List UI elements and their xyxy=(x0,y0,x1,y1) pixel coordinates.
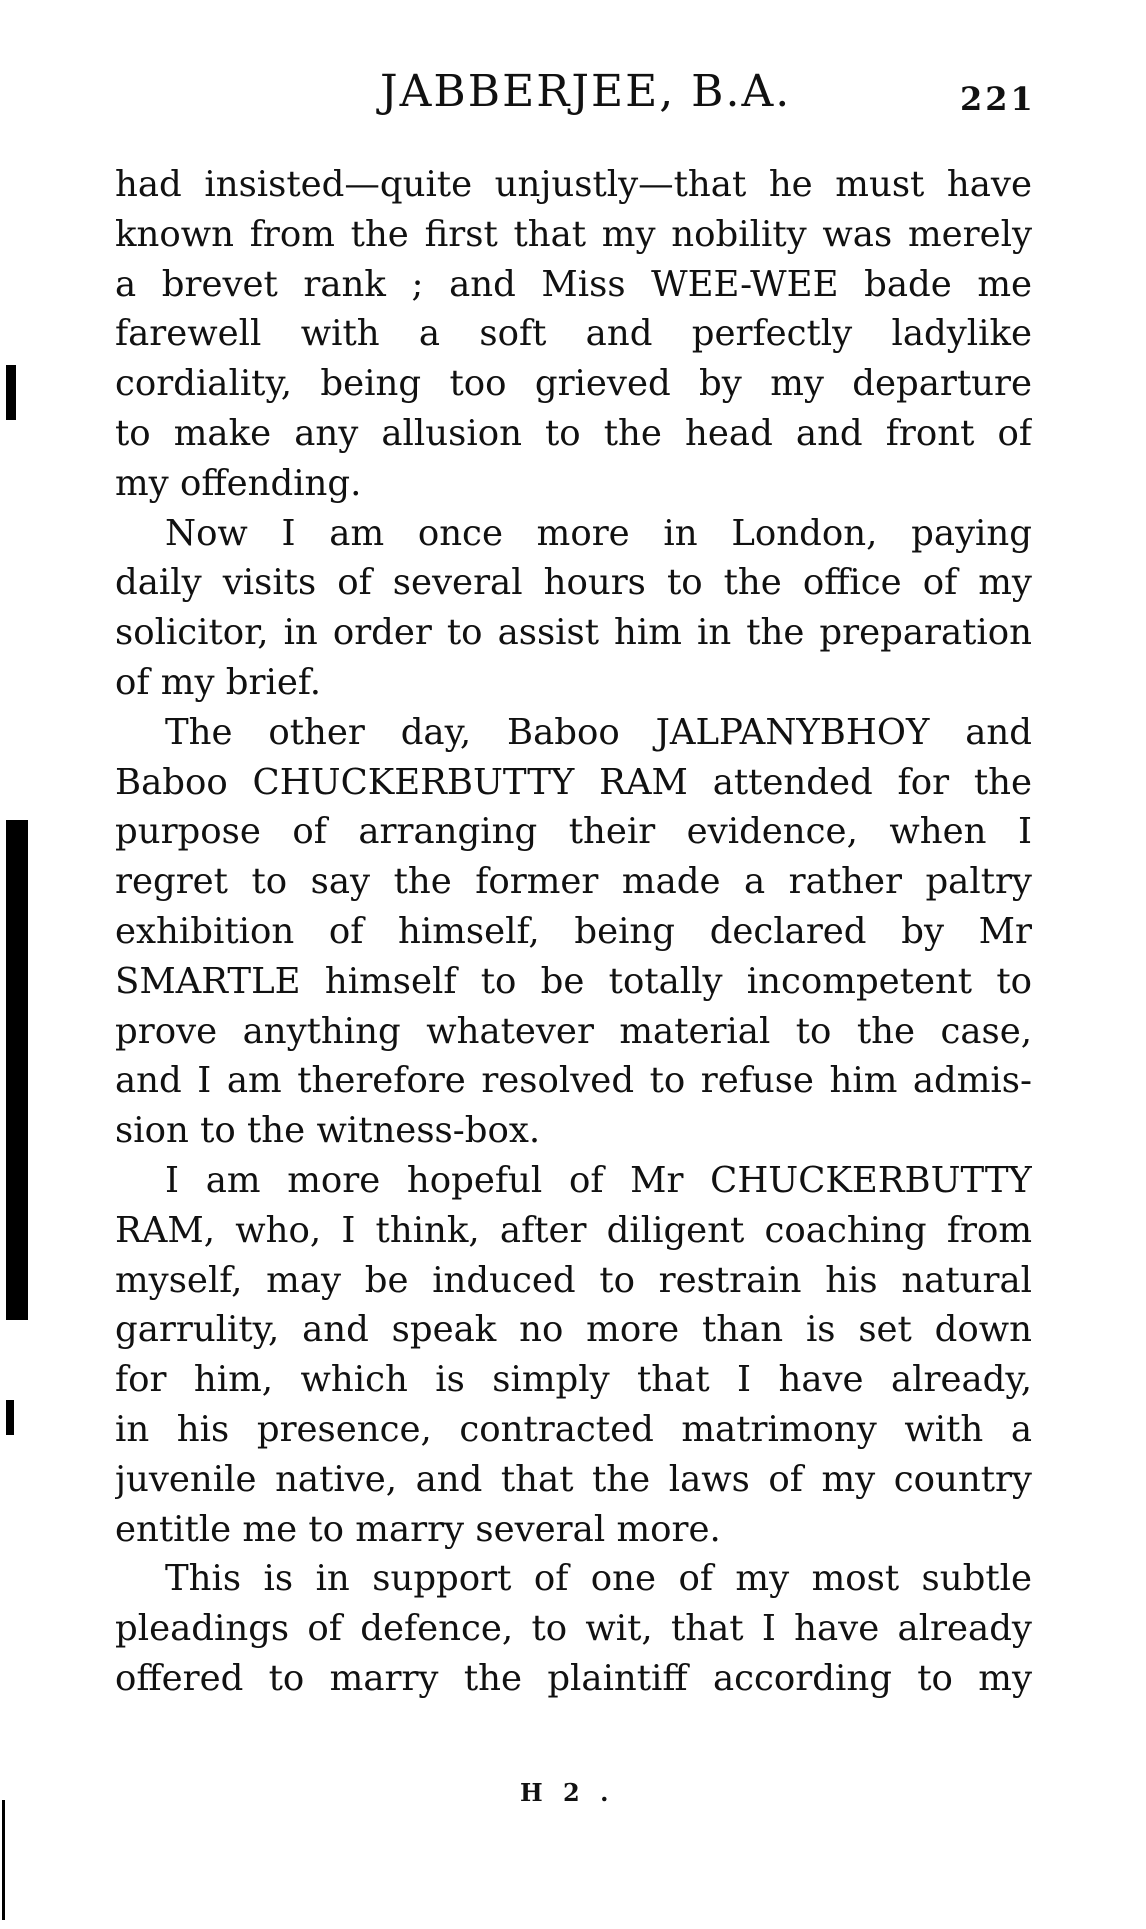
text-line: my offending. xyxy=(115,462,362,504)
text-line: myself, may be induced to restrain his natural xyxy=(115,1259,1032,1301)
text-line: juvenile native, and that the laws of my country xyxy=(115,1458,1032,1500)
text-line: purpose of arranging their evidence, when I xyxy=(115,811,1032,853)
text-line: known from the first that my nobility was merely xyxy=(115,213,1032,255)
text-line: The other day, Baboo JALPANYBHOY and xyxy=(165,711,1032,753)
text-line: RAM, who, I think, after diligent coaching from xyxy=(115,1209,1032,1251)
text-line: I am more hopeful of Mr CHUCKERBUTTY xyxy=(165,1159,1032,1201)
binding-edge-line xyxy=(2,1800,5,1920)
text-line: garrulity, and speak no more than is set down xyxy=(115,1309,1032,1351)
text-line: regret to say the former made a rather paltry xyxy=(115,861,1032,903)
text-line: daily visits of several hours to the office of my xyxy=(115,562,1032,604)
text-line: to make any allusion to the head and front of xyxy=(115,412,1032,454)
text-line: pleadings of defence, to wit, that I have already xyxy=(115,1608,1032,1650)
text-line: for him, which is simply that I have already, xyxy=(115,1359,1032,1401)
text-line: entitle me to marry several more. xyxy=(115,1508,721,1550)
binding-shadow-top xyxy=(6,365,16,420)
running-title: JABBERJEE, B.A. xyxy=(380,66,792,117)
text-line: exhibition of himself, being declared by Mr xyxy=(115,910,1032,952)
text-line: prove anything whatever material to the case, xyxy=(115,1010,1032,1052)
text-line: in his presence, contracted matrimony with a xyxy=(115,1408,1032,1450)
body-text xyxy=(115,160,1032,1704)
text-line: offered to marry the plaintiff according to my xyxy=(115,1657,1032,1699)
page-number: 221 xyxy=(960,80,1036,118)
text-line: Baboo CHUCKERBUTTY RAM attended for the xyxy=(115,761,1032,803)
text-line: of my brief. xyxy=(115,661,322,703)
page-header xyxy=(0,66,1146,126)
text-line: and I am therefore resolved to refuse him admis- xyxy=(115,1060,1032,1102)
text-line: solicitor, in order to assist him in the preparation xyxy=(115,612,1032,654)
text-line: cordiality, being too grieved by my departure xyxy=(115,363,1032,405)
text-line: SMARTLE himself to be totally incompetent to xyxy=(115,960,1032,1002)
binding-shadow-long xyxy=(6,820,28,1320)
signature-mark: H 2 . xyxy=(520,1778,615,1807)
text-line: had insisted—quite unjustly—that he must have xyxy=(115,164,1032,205)
text-line: This is in support of one of my most subtle xyxy=(165,1558,1032,1600)
text-line: farewell with a soft and perfectly ladylike xyxy=(115,313,1032,355)
text-line: sion to the witness-box. xyxy=(115,1110,541,1152)
text-line: Now I am once more in London, paying xyxy=(165,512,1032,554)
text-line: a brevet rank ; and Miss WEE-WEE bade me xyxy=(115,263,1032,305)
binding-shadow-tick xyxy=(6,1400,14,1435)
